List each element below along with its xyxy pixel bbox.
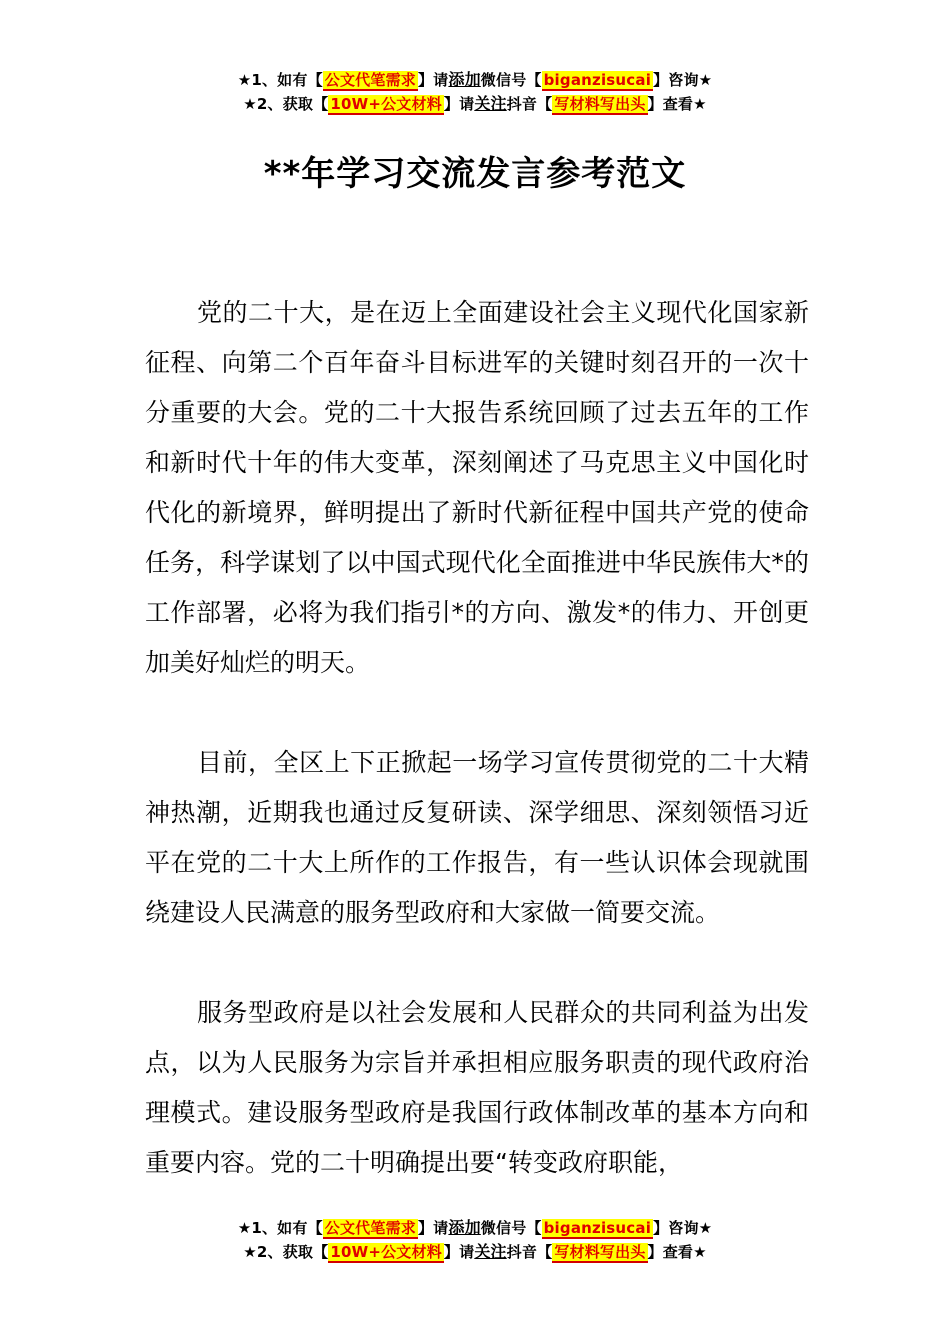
promo-highlight-wechat: biganzisucai xyxy=(543,71,652,89)
paragraph: 目前，全区上下正掀起一场学习宣传贯彻党的二十大精神热潮，近期我也通过反复研读、深学细思、深刻领悟习近平在党的二十大上所作的工作报告，有一些认识体会现就围绕建设人民满意的服务型政府和大家做一简要交流。 xyxy=(145,748,809,927)
promo-highlight-materials: 10W+公文材料 xyxy=(330,1243,442,1261)
promo-line-1: ★1、如有【 公文代笔需求 】请添加微信号【 biganzisucai 】咨询★ xyxy=(237,70,713,89)
document-title: **年学习交流发言参考范文 xyxy=(263,154,687,194)
promo-highlight-service: 公文代笔需求 xyxy=(324,71,416,89)
promo-line-2: ★2、获取【 10W+公文材料 】请关注抖音【 写材料写出头 】查看★ xyxy=(243,1242,707,1261)
promo-highlight-wechat: biganzisucai xyxy=(543,1219,652,1237)
promo-footer xyxy=(0,1216,950,1264)
promo-highlight-materials: 10W+公文材料 xyxy=(330,95,442,113)
promo-highlight-douyin: 写材料写出头 xyxy=(554,95,646,113)
promo-line-1: ★1、如有【 公文代笔需求 】请添加微信号【 biganzisucai 】咨询★ xyxy=(237,1218,713,1237)
paragraph: 服务型政府是以社会发展和人民群众的共同利益为出发点，以为人民服务为宗旨并承担相应服务职责的现代政府治理模式。建设服务型政府是我国行政体制改革的基本方向和重要内容。党的二十明确提出要“转变政府职能， xyxy=(145,998,809,1177)
promo-highlight-douyin: 写材料写出头 xyxy=(554,1243,646,1261)
promo-line-2: ★2、获取【 10W+公文材料 】请关注抖音【 写材料写出头 】查看★ xyxy=(243,94,707,113)
document-body xyxy=(145,288,809,1238)
promo-highlight-service: 公文代笔需求 xyxy=(324,1219,416,1237)
paragraph: 党的二十大，是在迈上全面建设社会主义现代化国家新征程、向第二个百年奋斗目标进军的关键时刻召开的一次十分重要的大会。党的二十大报告系统回顾了过去五年的工作和新时代十年的伟大变革，深刻阐述了马克思主义中国化时代化的新境界，鲜明提出了新时代新征程中国共产党的使命任务，科学谋划了以中国式现代化全面推进中华民族伟大*的工作部署，必将为我们指引*的方向、激发*的伟力、开创更加美好灿烂的明天。 xyxy=(145,298,809,677)
promo-header xyxy=(0,68,950,116)
